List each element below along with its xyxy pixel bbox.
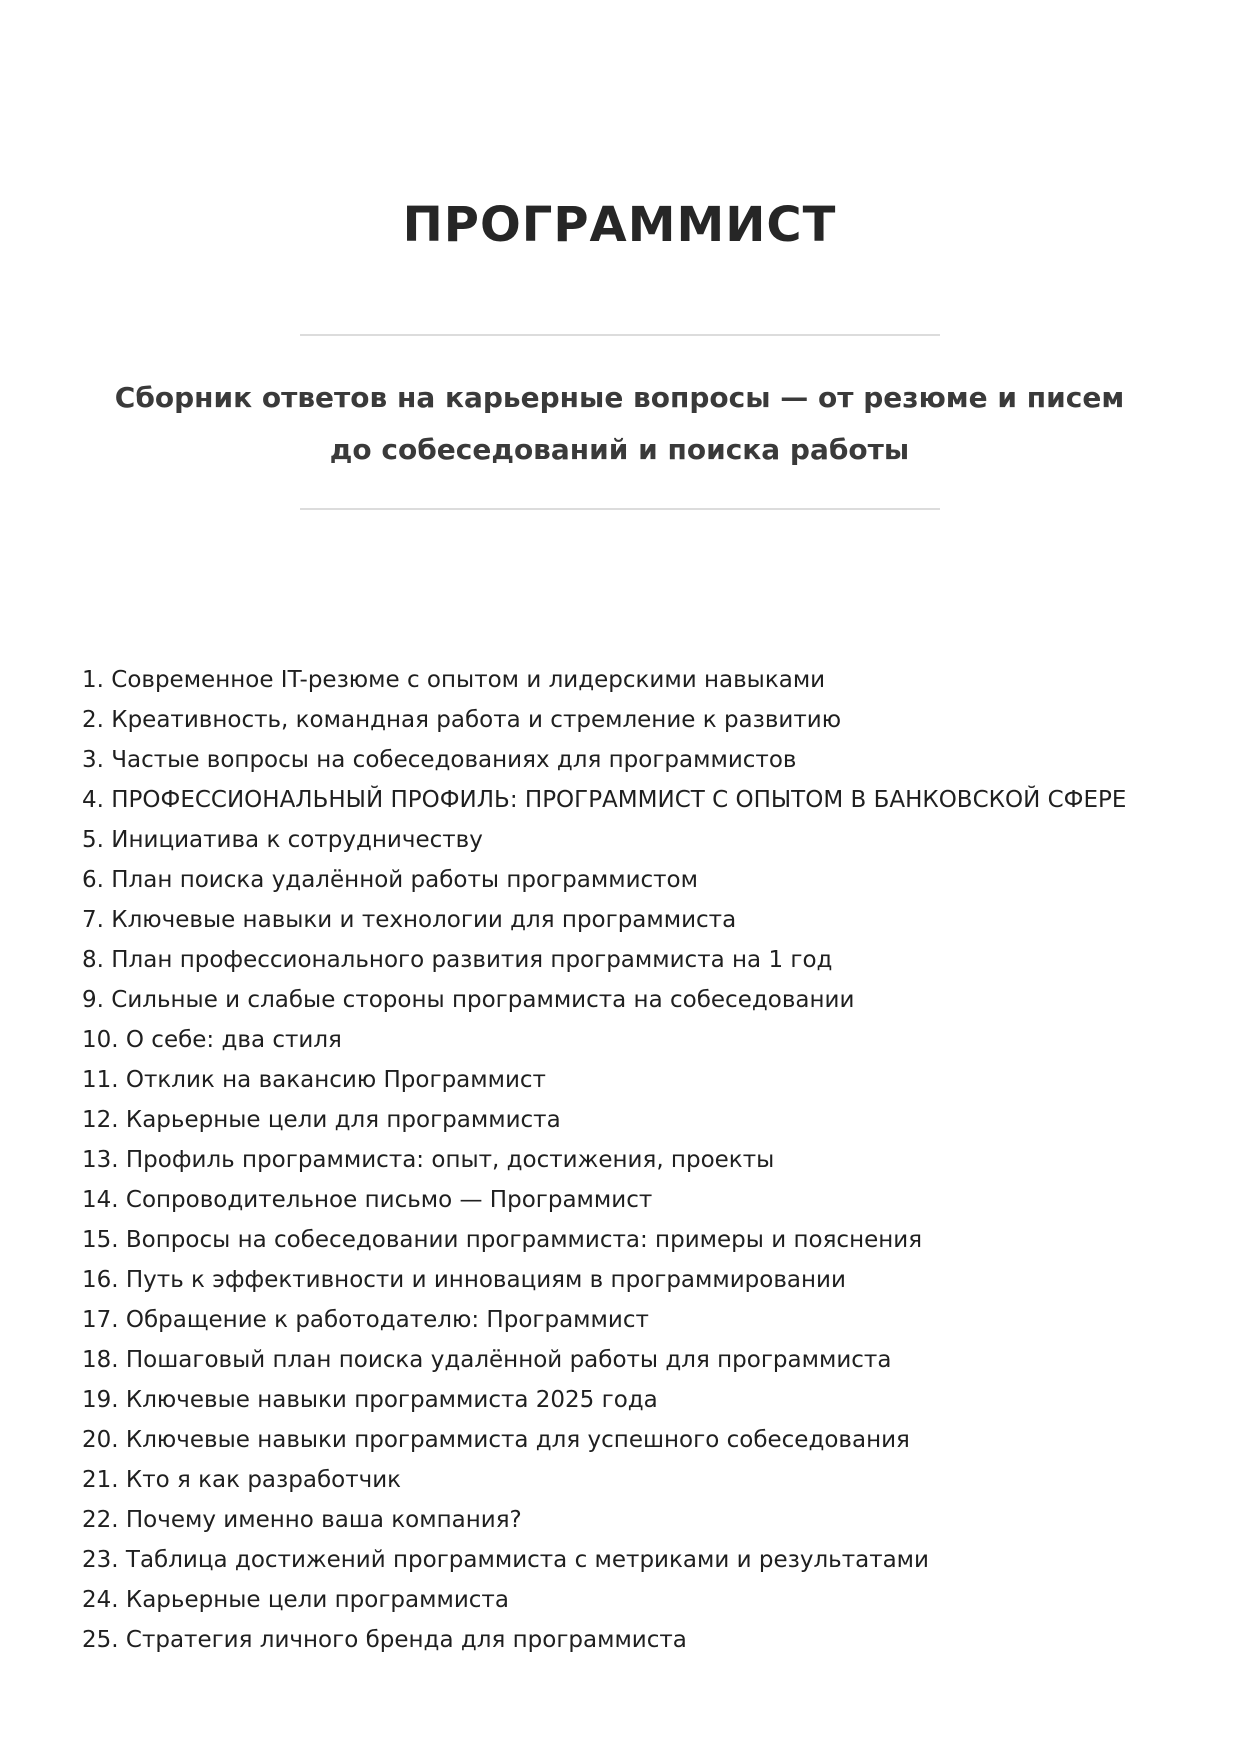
toc-item: 8. План профессионального развития программиста на 1 год (82, 947, 833, 973)
divider-bottom (300, 508, 940, 510)
toc-item: 11. Отклик на вакансию Программист (82, 1067, 546, 1093)
table-of-contents (82, 660, 1182, 1660)
toc-item: 24. Карьерные цели программиста (82, 1587, 509, 1613)
toc-item: 1. Современное IT-резюме с опытом и лидерскими навыками (82, 667, 826, 693)
toc-item: 12. Карьерные цели для программиста (82, 1107, 561, 1133)
toc-item: 15. Вопросы на собеседовании программиста: примеры и пояснения (82, 1227, 923, 1253)
toc-item: 5. Инициатива к сотрудничеству (82, 827, 483, 853)
toc-item: 7. Ключевые навыки и технологии для программиста (82, 907, 737, 933)
toc-item: 6. План поиска удалённой работы программистом (82, 867, 698, 893)
page-subtitle: Сборник ответов на карьерные вопросы — от резюме и писем до собеседований и поиска работы (114, 381, 1125, 466)
toc-item: 25. Стратегия личного бренда для программиста (82, 1627, 687, 1653)
toc-item: 3. Частые вопросы на собеседованиях для программистов (82, 747, 797, 773)
toc-item: 9. Сильные и слабые стороны программиста на собеседовании (82, 987, 855, 1013)
toc-item: 13. Профиль программиста: опыт, достижения, проекты (82, 1147, 775, 1173)
toc-item: 21. Кто я как разработчик (82, 1467, 402, 1493)
toc-item: 10. О себе: два стиля (82, 1027, 342, 1053)
toc-item: 2. Креативность, командная работа и стремление к развитию (82, 707, 842, 733)
toc-item: 17. Обращение к работодателю: Программист (82, 1307, 649, 1333)
toc-item: 23. Таблица достижений программиста с метриками и результатами (82, 1547, 929, 1573)
page-title: ПРОГРАММИСТ (402, 197, 837, 253)
toc-item: 22. Почему именно ваша компания? (82, 1507, 522, 1533)
toc-item: 19. Ключевые навыки программиста 2025 года (82, 1387, 658, 1413)
divider-top (300, 334, 940, 336)
toc-item: 20. Ключевые навыки программиста для успешного собеседования (82, 1427, 910, 1453)
toc-item: 14. Сопроводительное письмо — Программист (82, 1187, 653, 1213)
toc-item: 4. ПРОФЕССИОНАЛЬНЫЙ ПРОФИЛЬ: ПРОГРАММИСТ С ОПЫТОМ В БАНКОВСКОЙ СФЕРЕ (82, 787, 1127, 813)
toc-item: 16. Путь к эффективности и инновациям в программировании (82, 1267, 846, 1293)
toc-item: 18. Пошаговый план поиска удалённой работы для программиста (82, 1347, 892, 1373)
